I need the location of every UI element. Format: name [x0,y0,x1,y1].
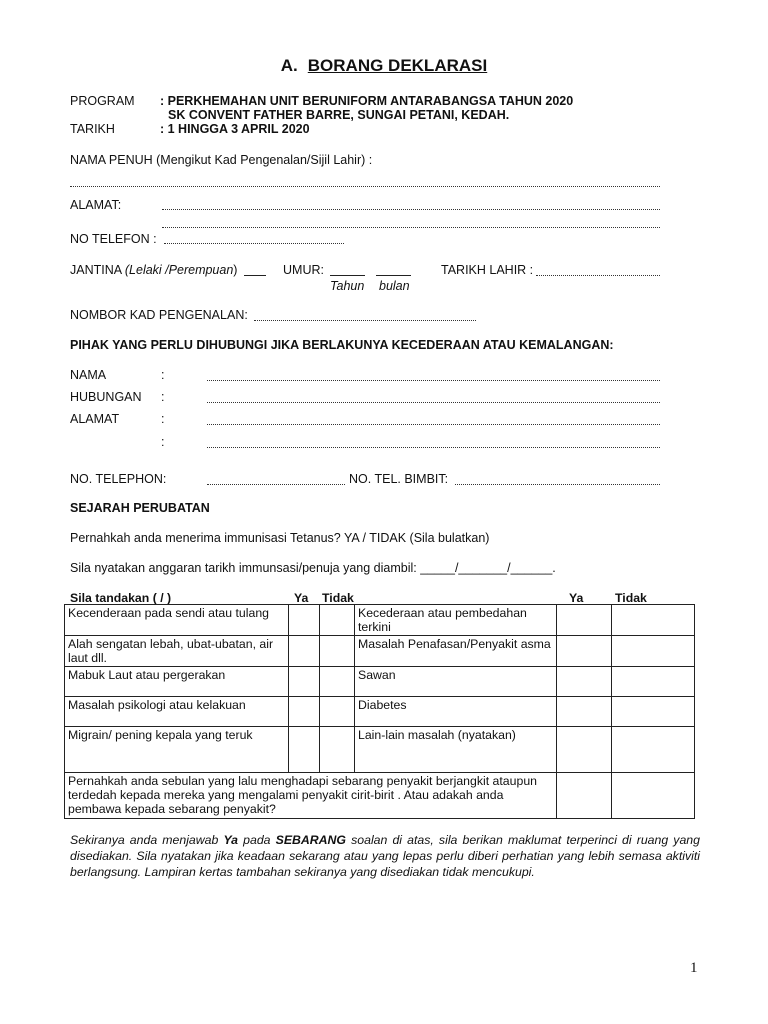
condition-right: Sawan [355,667,557,697]
condition-left: Kecenderaan pada sendi atau tulang [65,605,289,636]
ec-telephon-line[interactable] [207,484,345,485]
tahun-label: Tahun [330,279,365,293]
tarikh-lahir-label: TARIKH LAHIR : [441,263,534,277]
col-tidak-left: Tidak [322,591,354,605]
jantina-label: JANTINA (Lelaki /Perempuan) [70,263,238,277]
ec-colon: : [161,390,165,404]
checkbox-ya[interactable] [289,636,320,667]
section-letter: A. [280,56,298,75]
condition-right: Diabetes [355,697,557,727]
nombor-kp-label: NOMBOR KAD PENGENALAN: [70,308,248,322]
checkbox-tidak[interactable] [320,667,355,697]
table-row [65,727,695,773]
condition-left: Alah sengatan lebah, ubat-ubatan, air laut dll. [65,636,289,667]
checkbox-ya[interactable] [557,697,612,727]
checkbox-ya[interactable] [557,667,612,697]
page-number: 1 [690,960,698,976]
tarikh-value: : 1 HINGGA 3 APRIL 2020 [160,122,310,136]
table-row [65,697,695,727]
immunisation-date-question: Sila nyatakan anggaran tarikh immunsasi/penuja yang diambil: _____/_______/______. [70,561,556,575]
ec-alamat-label: ALAMAT [70,412,120,426]
ec-bimbit-line[interactable] [455,484,660,485]
condition-right: Lain-lain masalah (nyatakan) [355,727,557,773]
condition-left: Migrain/ pening kepala yang teruk [65,727,289,773]
tetanus-question: Pernahkah anda menerima immunisasi Tetanus? YA / TIDAK (Sila bulatkan) [70,531,490,545]
bulan-label: bulan [379,279,410,293]
checkbox-ya[interactable] [289,727,320,773]
checkbox-tidak[interactable] [612,605,695,636]
condition-left: Mabuk Laut atau pergerakan [65,667,289,697]
ec-colon: : [161,412,165,426]
condition-right: Masalah Penafasan/Penyakit asma [355,636,557,667]
alamat-line-2[interactable] [162,227,660,228]
program-label: PROGRAM [70,94,135,108]
infectious-disease-question: Pernahkah anda sebulan yang lalu menghadapi sebarang penyakit berjangkit ataupun terdedah kepada mereka yang mengalami penyakit cirit-birit . Atau adakah anda pembawa kepada sebarang penyakit? [65,773,557,819]
checkbox-ya[interactable] [289,697,320,727]
checkbox-tidak[interactable] [612,667,695,697]
checkbox-ya[interactable] [557,727,612,773]
ec-alamat-line-2[interactable] [207,447,660,448]
checkbox-ya[interactable] [557,636,612,667]
page-title [0,56,768,76]
ec-hubungan-line[interactable] [207,402,660,403]
checkbox-ya[interactable] [289,667,320,697]
ec-nama-line[interactable] [207,380,660,381]
checkbox-tidak[interactable] [320,697,355,727]
checkbox-tidak[interactable] [612,773,695,819]
alamat-label: ALAMAT: [70,198,122,212]
jantina-line[interactable] [244,275,266,276]
condition-right: Kecederaan atau pembedahan terkini [355,605,557,636]
ec-nama-label: NAMA [70,368,107,382]
col-tidak-right: Tidak [615,591,647,605]
program-value-2: SK CONVENT FATHER BARRE, SUNGAI PETANI, KEDAH. [168,108,510,122]
ec-telephon-label: NO. TELEPHON: [70,472,167,486]
umur-bulan-line[interactable] [376,275,411,276]
condition-left: Masalah psikologi atau kelakuan [65,697,289,727]
form-title: BORANG DEKLARASI [307,56,488,75]
table-row [65,667,695,697]
checkbox-tidak[interactable] [612,697,695,727]
tarikh-lahir-line[interactable] [536,275,660,276]
emergency-heading: PIHAK YANG PERLU DIHUBUNGI JIKA BERLAKUNYA KECEDERAAN ATAU KEMALANGAN: [70,338,614,352]
alamat-line-1[interactable] [162,209,660,210]
table-row [65,773,695,819]
nama-penuh-line[interactable] [70,186,660,187]
program-value-1: : PERKHEMAHAN UNIT BERUNIFORM ANTARABANGSA TAHUN 2020 [160,94,574,108]
no-telefon-label: NO TELEFON : [70,232,157,246]
checkbox-tidak[interactable] [612,727,695,773]
checkbox-tidak[interactable] [320,727,355,773]
medical-heading: SEJARAH PERUBATAN [70,501,210,515]
ec-bimbit-label: NO. TEL. BIMBIT: [349,472,449,486]
nama-penuh-label: NAMA PENUH (Mengikut Kad Pengenalan/Sijil Lahir) : [70,153,373,167]
no-telefon-line[interactable] [164,243,344,244]
instruction-note: Sekiranya anda menjawab Ya pada SEBARANG soalan di atas, sila berikan maklumat terperinci di ruang yang disediakan. Sila nyatakan jika keadaan sekarang atau yang lepas perlu diberi perhatian yang lebih semasa aktiviti berlangsung. Lampiran kertas tambahan sekiranya yang disediakan tidak mencukupi. [70,833,700,879]
table-row [65,605,695,636]
medical-table [64,604,695,819]
ec-colon: : [161,368,165,382]
umur-tahun-line[interactable] [330,275,365,276]
nombor-kp-line[interactable] [254,320,476,321]
ec-colon: : [161,435,165,449]
ec-hubungan-label: HUBUNGAN [70,390,142,404]
ec-alamat-line-1[interactable] [207,424,660,425]
col-ya-left: Ya [294,591,309,605]
checkbox-ya[interactable] [289,605,320,636]
checkbox-ya[interactable] [557,773,612,819]
checkbox-tidak[interactable] [320,636,355,667]
checkbox-tidak[interactable] [612,636,695,667]
tarikh-label: TARIKH [70,122,115,136]
col-ya-right: Ya [569,591,584,605]
table-row [65,636,695,667]
umur-label: UMUR: [283,263,324,277]
table-instruction: Sila tandakan ( / ) [70,591,172,605]
checkbox-tidak[interactable] [320,605,355,636]
checkbox-ya[interactable] [557,605,612,636]
